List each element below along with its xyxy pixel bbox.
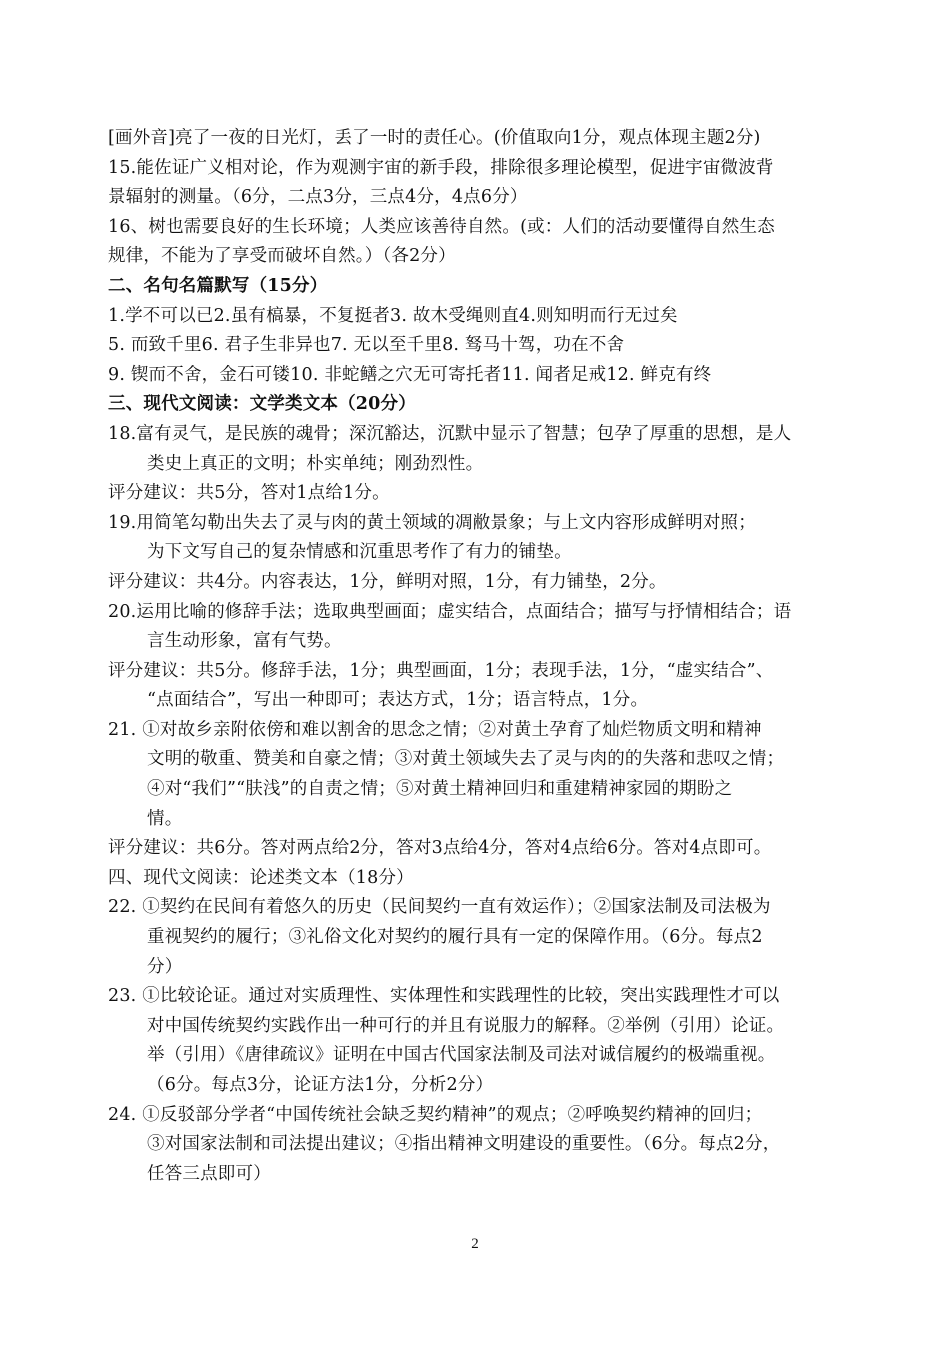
text-line: 文明的敬重、赞美和自豪之情；③对黄土领域失去了灵与肉的的失落和悲叹之情；: [147, 749, 785, 770]
text-line: “点面结合”，写出一种即可；表达方式，1分；语言特点，1分。: [147, 690, 649, 711]
text-line: 23. ①比较论证。通过对实质理性、实体理性和实践理性的比较，突出实践理性才可以: [108, 986, 780, 1007]
text-line: 景辐射的测量。（6分，二点3分，三点4分，4点6分）: [108, 187, 528, 208]
section-heading: 三、现代文阅读：文学类文本（20分）: [108, 394, 416, 415]
page-number: 2: [471, 1236, 479, 1252]
text-line: 1.学不可以已2.虽有槁暴，不复挺者3. 故木受绳则直4.则知明而行无过矣: [108, 305, 678, 326]
text-line: 情。: [147, 808, 183, 829]
text-line: 9. 锲而不舍，金石可镂10. 非蛇鳝之穴无可寄托者11. 闻者足戒12. 鲜克有终: [108, 364, 712, 385]
text-line: 22. ①契约在民间有着悠久的历史（民间契约一直有效运作）；②国家法制及司法极为: [108, 897, 771, 918]
text-line: 对中国传统契约实践作出一种可行的并且有说服力的解释。②举例（引用）论证。: [147, 1015, 785, 1036]
text-line: 5. 而致千里6. 君子生非异也7. 无以至千里8. 驽马十驾，功在不舍: [108, 335, 625, 356]
text-line: 言生动形象，富有气势。: [147, 631, 342, 652]
document-body: [108, 124, 848, 1189]
text-line: ③对国家法制和司法提出建议；④指出精神文明建设的重要性。（6分。每点2分，: [147, 1134, 781, 1155]
text-line: 为下文写自己的复杂情感和沉重思考作了有力的铺垫。: [147, 542, 572, 563]
text-line: （6分。每点3分，论证方法1分，分析2分）: [147, 1075, 494, 1095]
text-line: 重视契约的履行；③礼俗文化对契约的履行具有一定的保障作用。（6分。每点2: [147, 927, 763, 948]
section-heading: 二、名句名篇默写（15分）: [108, 275, 328, 296]
text-line: ④对“我们”“肤浅”的自责之情；⑤对黄土精神回归和重建精神家园的期盼之: [147, 779, 733, 800]
text-line: 分）: [147, 956, 183, 977]
text-line: 16、树也需要良好的生长环境；人类应该善待自然。(或：人们的活动要懂得自然生态: [108, 216, 775, 237]
text-line: [画外音]亮了一夜的日光灯，丢了一时的责任心。(价值取向1分，观点体现主题2分): [108, 128, 761, 148]
text-line: 评分建议：共5分，答对1点给1分。: [108, 483, 390, 504]
text-line: 24. ①反驳部分学者“中国传统社会缺乏契约精神”的观点；②呼唤契约精神的回归；: [108, 1104, 763, 1125]
text-line: 评分建议：共6分。答对两点给2分，答对3点给4分，答对4点给6分。答对4点即可。: [108, 838, 772, 859]
text-line: 四、现代文阅读：论述类文本（18分）: [108, 867, 414, 888]
text-line: 20.运用比喻的修辞手法；选取典型画面；虚实结合，点面结合；描写与抒情相结合；语: [108, 601, 792, 622]
text-line: 规律，不能为了享受而破坏自然。）（各2分）: [108, 246, 456, 267]
text-line: 21. ①对故乡亲附依傍和难以割舍的思念之情；②对黄土孕育了灿烂物质文明和精神: [108, 719, 762, 740]
text-line: 15.能佐证广义相对论，作为观测宇宙的新手段，排除很多理论模型，促进宇宙微波背: [108, 157, 774, 178]
text-line: 类史上真正的文明；朴实单纯；刚劲烈性。: [147, 453, 484, 474]
text-line: 18.富有灵气，是民族的魂骨；深沉豁达，沉默中显示了智慧；包孕了厚重的思想，是人: [108, 423, 792, 444]
text-line: 举（引用）《唐律疏议》证明在中国古代国家法制及司法对诚信履约的极端重视。: [147, 1045, 776, 1066]
text-line: 19.用简笔勾勒出失去了灵与肉的黄土领域的凋敝景象；与上文内容形成鲜明对照；: [108, 512, 756, 533]
text-line: 评分建议：共5分。修辞手法，1分；典型画面，1分；表现手法，1分，“虚实结合”、: [108, 660, 774, 681]
text-line: 评分建议：共4分。内容表达，1分，鲜明对照，1分，有力铺垫，2分。: [108, 571, 667, 592]
text-line: 任答三点即可）: [147, 1163, 271, 1184]
